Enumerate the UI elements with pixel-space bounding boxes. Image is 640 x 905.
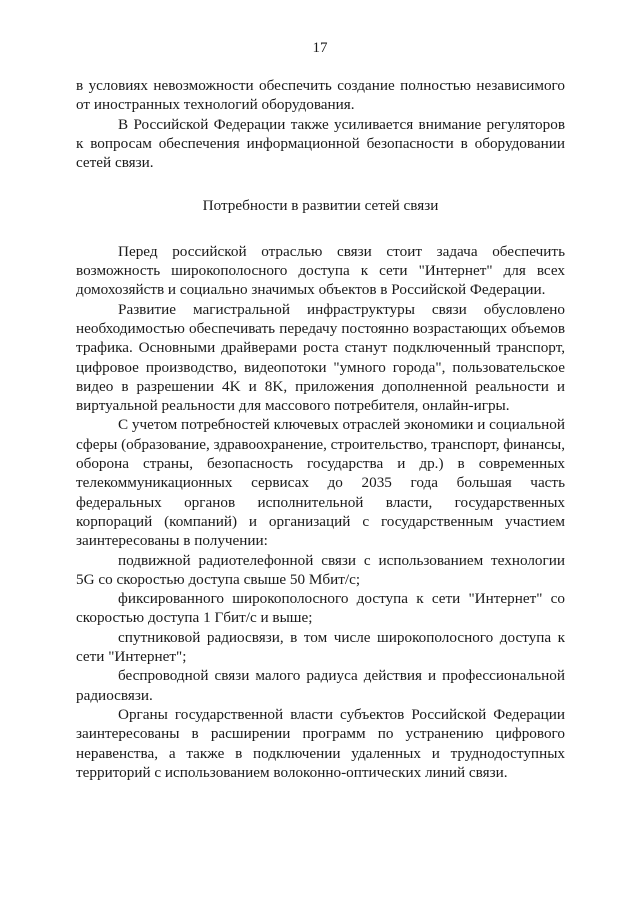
- section-heading: Потребности в развитии сетей связи: [202, 197, 439, 215]
- page-number: 17: [312, 40, 328, 56]
- paragraph-regulators: В Российской Федерации также усиливается внимание регуляторов к вопросам обеспечения информационной безопасности в оборудовании сетей связи.: [76, 115, 565, 172]
- list-item-fixed-broadband: фиксированного широкополосного доступа к сети "Интернет" со скоростью доступа 1 Гбит/с и выше;: [76, 590, 565, 627]
- paragraph-continuation: в условиях невозможности обеспечить создание полностью независимого от иностранных технологий оборудования.: [76, 77, 565, 114]
- document-body: [76, 76, 565, 782]
- paragraph-broadband-task: Перед российской отраслью связи стоит задача обеспечить возможность широкополосного доступа к сети "Интернет" для всех домохозяйств и социально значимых объектов в Российской Федерации.: [76, 242, 565, 299]
- paragraph-needs: С учетом потребностей ключевых отраслей экономики и социальной сферы (образование, здравоохранение, строительство, транспорт, финансы, оборона страны, безопасность государства и др.) в современных телекоммуникационных сервисах до 2035 года большая часть федеральных органов исполнительной власти, государственных корпораций (компаний) и организаций с государственным участием заинтересованы в получении:: [76, 416, 566, 550]
- list-item-5g: подвижной радиотелефонной связи с использованием технологии 5G со скоростью доступа свыше 50 Мбит/с;: [76, 551, 565, 588]
- list-item-wireless: беспроводной связи малого радиуса действия и профессиональной радиосвязи.: [76, 667, 565, 704]
- paragraph-regional-authorities: Органы государственной власти субъектов Российской Федерации заинтересованы в расширении программ по устранению цифрового неравенства, а также в подключении удаленных и труднодоступных территорий с использованием волоконно-оптических линий связи.: [76, 705, 565, 781]
- list-item-satellite: спутниковой радиосвязи, в том числе широкополосного доступа к сети "Интернет";: [76, 628, 565, 666]
- paragraph-backbone: Развитие магистральной инфраструктуры связи обусловлено необходимостью обеспечивать передачу постоянно возрастающих объемов трафика. Основными драйверами роста станут подключенный транспорт, цифровое производство, видеопотоки "умного города", пользовательское видео в разрешении 4K и 8K, приложения дополненной реальности и виртуальной реальности для массового потребителя, онлайн-игры.: [76, 300, 565, 415]
